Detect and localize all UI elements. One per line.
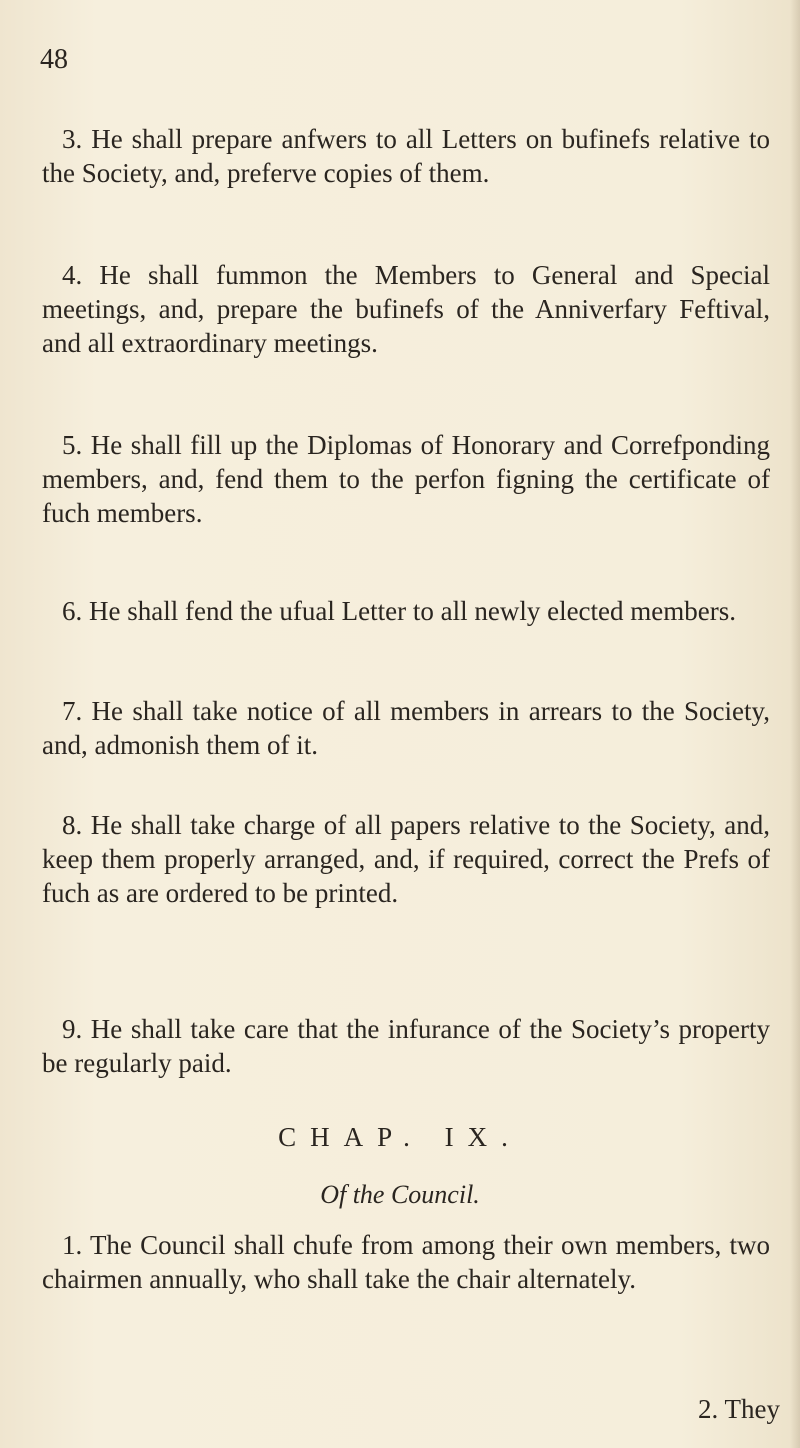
paragraph-4 [42,258,770,360]
chapter-paragraph-1 [42,1228,770,1296]
paragraph-6 [42,594,770,628]
paragraph-text: He shall take charge of all papers relative to the Society, and, keep them properly arranged, and, if required, correct the Prefs of fuch as are ordered to be printed. [42,810,771,908]
paragraph-number: 8. [62,810,83,840]
catchword: 2. They [698,1394,780,1424]
chapter-heading: CHAP. IX. [278,1122,522,1152]
paragraph-number: 4. [62,260,83,290]
paragraph-text: The Council shall chufe from among their own members, two chairmen annually, who shall take the chair alternately. [42,1230,771,1294]
paragraph-text: He shall prepare anfwers to all Letters on bufinefs relative to the Society, and, preferve copies of them. [42,124,771,188]
paragraph-text: He shall fill up the Diplomas of Honorary and Correfponding members, and, fend them to the perfon figning the certificate of fuch members. [42,430,771,528]
paragraph-number: 1. [62,1230,83,1260]
paragraph-number: 7. [62,696,83,726]
paragraph-7 [42,694,770,762]
paragraph-9 [42,1012,770,1080]
paragraph-5 [42,428,770,530]
paragraph-text: He shall take care that the infurance of the Society’s property be regularly paid. [42,1014,770,1078]
paragraph-text: He shall take notice of all members in arrears to the Society, and, admonish them of it. [42,696,770,760]
paragraph-number: 3. [62,124,83,154]
paragraph-number: 6. [62,596,83,626]
page-edge-shadow [790,0,800,1448]
paragraph-text: He shall fend the ufual Letter to all newly elected members. [89,596,736,626]
page-number: 48 [40,44,68,75]
paragraph-3 [42,122,770,190]
paragraph-number: 5. [62,430,83,460]
paragraph-text: He shall fummon the Members to General and Special meetings, and, prepare the bufinefs of the Anniverfary Feftival, and all extraordinary meetings. [42,260,770,358]
paragraph-8 [42,808,770,910]
chapter-subtitle: Of the Council. [320,1180,480,1209]
paragraph-number: 9. [62,1014,83,1044]
